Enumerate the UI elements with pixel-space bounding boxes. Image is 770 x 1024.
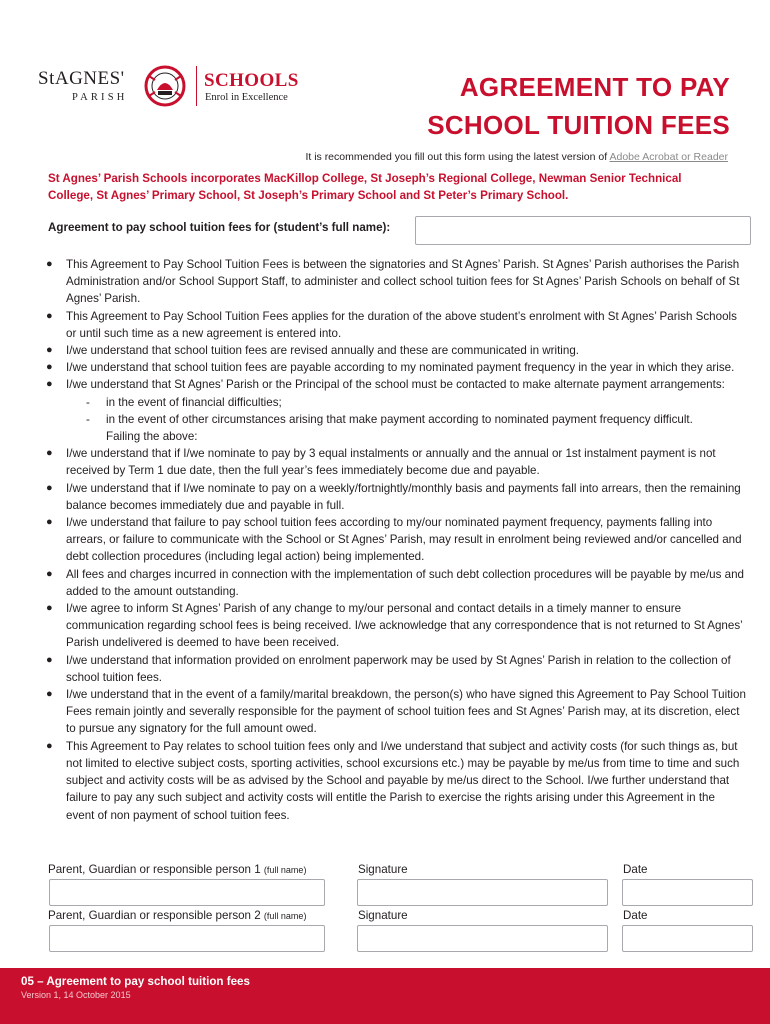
person1-date-field[interactable]	[622, 879, 753, 906]
bullet-icon: ●	[46, 739, 53, 752]
logo-parish-sub: PARISH	[72, 92, 128, 103]
list-item: ● I/we understand that failure to pay school tuition fees according to my/our nominated payment frequency, payments falling into arrears, or failure to communicate with the School or St Agnes’ Parish, may result in enrolment being reviewed and/or cancelled and debt collection procedures (including legal action) being implemented.	[46, 516, 742, 564]
page-title	[427, 68, 730, 144]
signature2-label: Signature	[358, 909, 408, 922]
person1-label: Parent, Guardian or responsible person 1 (full name)	[48, 863, 307, 876]
recommendation-note	[305, 151, 728, 163]
full-name-hint: (full name)	[263, 911, 307, 921]
bullet-icon: ●	[46, 653, 53, 666]
bullet-icon: ●	[46, 688, 53, 701]
logo-divider	[196, 66, 197, 106]
list-item: ● All fees and charges incurred in connection with the implementation of such debt collection procedures will be payable by me/us and added to the amount outstanding.	[46, 567, 744, 598]
terms-list	[44, 256, 746, 824]
crest-icon	[143, 64, 187, 108]
list-item: ● This Agreement to Pay School Tuition Fees applies for the duration of the above student’s enrolment with St Agnes’ Parish Schools or until such time as a new agreement is entered into.	[46, 309, 737, 340]
person2-name-field[interactable]	[49, 925, 325, 952]
person2-label: Parent, Guardian or responsible person 2 (full name)	[48, 909, 307, 922]
bullet-icon: ●	[46, 378, 53, 391]
parish-logo	[38, 62, 306, 112]
bullet-icon: ●	[46, 361, 53, 374]
bullet-icon: ●	[46, 447, 53, 460]
dash-icon: -	[86, 395, 90, 409]
bullet-icon: ●	[46, 481, 53, 494]
logo-parish-name: StAGNES'	[38, 68, 125, 89]
full-name-hint: (full name)	[263, 865, 307, 875]
student-name-label: Agreement to pay school tuition fees for (student’s full name):	[48, 221, 391, 234]
sub-list-item: - in the event of financial difficulties;	[66, 394, 746, 411]
list-item: ● I/we understand that St Agnes’ Parish or the Principal of the school must be contacted to make alternate payment arrangements: - in the event of financial difficulties; - in the event of other circumstances arising that make payment according to nominated payment frequency difficult. Failing the above:	[44, 376, 746, 445]
failing-note: Failing the above:	[106, 430, 198, 444]
list-item: ● I/we agree to inform St Agnes’ Parish of any change to my/our personal and contact details in a timely manner to ensure communication regarding school fees is being received. I/we acknowledge that any correspondence that is not returned to St Agnes’ Parish undelivered is deemed to have been received.	[46, 602, 743, 650]
person2-date-field[interactable]	[622, 925, 753, 952]
dash-icon: -	[86, 412, 90, 426]
list-item: ● I/we understand that information provided on enrolment paperwork may be used by St Agnes’ Parish in relation to the collection of school tuition fees.	[46, 653, 731, 684]
list-item: ● I/we understand that if I/we nominate to pay on a weekly/fortnightly/monthly basis and payments fall into arrears, then the remaining balance becomes immediately due and payable in full.	[46, 481, 741, 512]
title-line-2: SCHOOL TUITION FEES	[427, 110, 730, 140]
intro-paragraph: St Agnes’ Parish Schools incorporates MacKillop College, St Joseph’s Regional College, Newman Senior Technical College, St Agnes’ Primary School, St Joseph’s Primary School and St Peter’s Primary School.	[48, 172, 682, 202]
recommendation-text: It is recommended you fill out this form using the latest version of	[305, 151, 610, 163]
bullet-icon: ●	[46, 258, 53, 270]
adobe-reader-link[interactable]: Adobe Acrobat or Reader	[609, 151, 728, 163]
list-item: ● I/we understand that in the event of a family/marital breakdown, the person(s) who have signed this Agreement to Pay School Tuition Fees remain jointly and severally responsible for the payment of school tuition fees and St Agnes’ Parish may, at its discretion, elect to pursue any signatory for the full amount owed.	[46, 688, 746, 736]
date1-label: Date	[623, 863, 648, 876]
list-item: ● I/we understand that if I/we nominate to pay by 3 equal instalments or annually and the annual or 1st instalment payment is not received by Term 1 due date, then the full year’s fees immediately become due and payable.	[46, 447, 716, 478]
person2-signature-field[interactable]	[357, 925, 608, 952]
bullet-icon: ●	[46, 516, 53, 529]
person1-signature-field[interactable]	[357, 879, 608, 906]
date2-label: Date	[623, 909, 648, 922]
list-item: ● This Agreement to Pay School Tuition Fees is between the signatories and St Agnes’ Parish. St Agnes’ Parish authorises the Parish Administration and/or School Support Staff, to administer and collect school tuition fees for St Agnes’ Parish Schools on behalf of St Agnes’ Parish.	[46, 258, 740, 306]
footer-bar	[0, 968, 770, 1024]
list-item: ● This Agreement to Pay relates to school tuition fees only and I/we understand that subject and activity costs (for such things as, but not limited to elective subject costs, sporting activities, school excursions etc.) may be payable by me/us from time to time and such subject and activity costs will be as advised by the School and payable by me/us direct to the School. I/we further understand that failure to pay any such subject and activity costs will entitle the Parish to exercise the rights arising under this Agreement in the event of non payment of school tuition fees.	[46, 739, 740, 822]
student-name-field[interactable]	[415, 216, 751, 245]
bullet-icon: ●	[46, 344, 53, 357]
bullet-icon: ●	[46, 602, 53, 615]
logo-schools: SCHOOLS	[204, 70, 299, 91]
list-item: ● I/we understand that school tuition fees are payable according to my nominated payment frequency in the year in which they arise.	[44, 359, 746, 376]
bullet-icon: ●	[46, 309, 53, 322]
person1-name-field[interactable]	[49, 879, 325, 906]
footer-title: 05 – Agreement to pay school tuition fees	[21, 975, 250, 988]
signature1-label: Signature	[358, 863, 408, 876]
footer-version: Version 1, 14 October 2015	[21, 990, 131, 1000]
sub-list-item: - in the event of other circumstances arising that make payment according to nominated payment frequency difficult.	[66, 411, 746, 428]
logo-tagline: Enrol in Excellence	[205, 92, 288, 103]
bullet-icon: ●	[46, 567, 53, 580]
title-line-1: AGREEMENT TO PAY	[459, 72, 730, 102]
list-item: ● I/we understand that school tuition fees are revised annually and these are communicated in writing.	[44, 342, 746, 359]
